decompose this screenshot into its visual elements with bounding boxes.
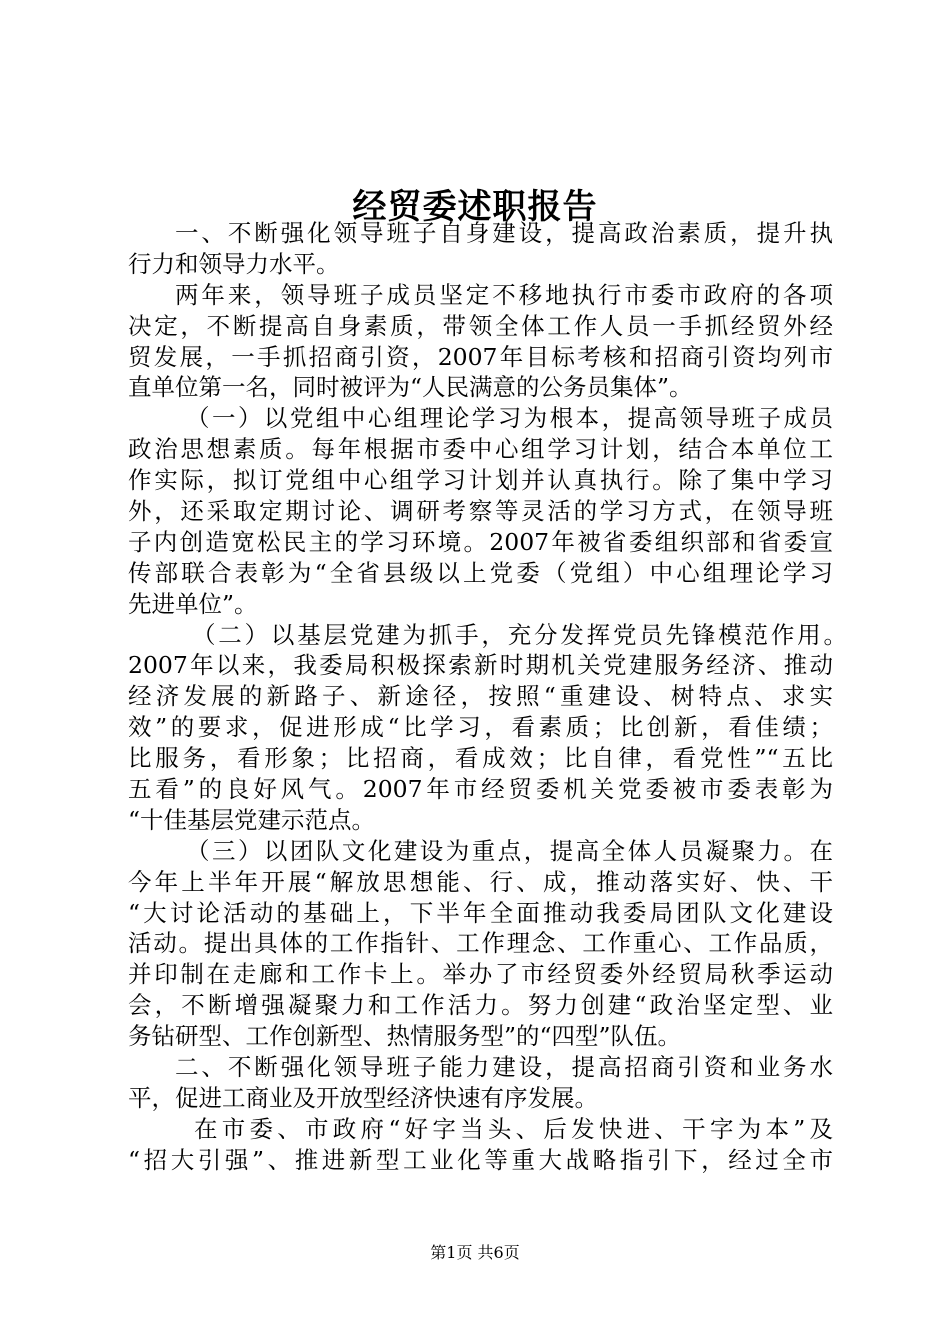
text-line: 作实际，拟订党组中心组学习计划并认真执行。除了集中学习 [128, 466, 833, 495]
text-line: 两年来，领导班子成员坚定不移地执行市委市政府的各项 [175, 280, 833, 309]
document-title: 经贸委述职报告 [352, 187, 598, 227]
text-line: （三）以团队文化建设为重点，提高全体人员凝聚力。在 [186, 836, 833, 865]
page-number-footer: 第1页 共6页 [430, 1243, 520, 1262]
text-line: 经济发展的新路子、新途径，按照“重建设、树特点、求实 [128, 682, 833, 711]
text-line: 行力和领导力水平。 [128, 249, 340, 278]
document-body [128, 218, 847, 1176]
text-line: （二）以基层党建为抓手，充分发挥党员先锋模范作用。 [192, 620, 847, 649]
text-line: 外，还采取定期讨论、调研考察等灵活的学习方式，在领导班 [128, 497, 833, 526]
text-line: 子内创造宽松民主的学习环境。2007年被省委组织部和省委宣 [128, 527, 833, 556]
text-line: “招大引强”、推进新型工业化等重大战略指引下，经过全市 [128, 1145, 833, 1174]
text-line: 决定，不断提高自身素质，带领全体工作人员一手抓经贸外经 [128, 311, 833, 340]
text-line: （一）以党组中心组理论学习为根本，提高领导班子成员 [186, 404, 833, 433]
text-line: “大讨论活动的基础上，下半年全面推动我委局团队文化建设 [128, 898, 833, 927]
text-line: 2007年以来，我委局积极探索新时期机关党建服务经济、推动 [128, 651, 833, 680]
text-line: 直单位第一名，同时被评为“人民满意的公务员集体”。 [128, 373, 693, 402]
text-line: 五看”的良好风气。2007年市经贸委机关党委被市委表彰为 [128, 775, 833, 804]
text-line: 并印制在走廊和工作卡上。举办了市经贸委外经贸局秋季运动 [128, 960, 833, 989]
text-line: 效”的要求，促进形成“比学习，看素质；比创新，看佳绩； [128, 713, 833, 742]
text-line: “十佳基层党建示范点。 [128, 805, 376, 834]
text-line: 传部联合表彰为“全省县级以上党委（党组）中心组理论学习 [128, 558, 833, 587]
text-line: 比服务，看形象；比招商，看成效；比自律，看党性”“五比 [128, 744, 833, 773]
text-line: 在市委、市政府“好字当头、后发快进、干字为本”及 [194, 1114, 833, 1143]
text-line: 政治思想素质。每年根据市委中心组学习计划，结合本单位工 [128, 435, 833, 464]
text-line: 贸发展，一手抓招商引资，2007年目标考核和招商引资均列市 [128, 342, 833, 371]
text-line: 会，不断增强凝聚力和工作活力。努力创建“政治坚定型、业 [128, 991, 833, 1020]
text-line: 务钻研型、工作创新型、热情服务型”的“四型”队伍。 [128, 1022, 682, 1051]
text-line: 先进单位”。 [128, 589, 258, 618]
text-line: 活动。提出具体的工作指针、工作理念、工作重心、工作品质， [128, 929, 833, 958]
text-line: 二、不断强化领导班子能力建设，提高招商引资和业务水 [175, 1053, 833, 1082]
text-line: 今年上半年开展“解放思想能、行、成，推动落实好、快、干 [128, 867, 833, 896]
text-line: 一、不断强化领导班子自身建设，提高政治素质，提升执 [175, 219, 833, 247]
text-line: 平，促进工商业及开放型经济快速有序发展。 [128, 1083, 598, 1112]
